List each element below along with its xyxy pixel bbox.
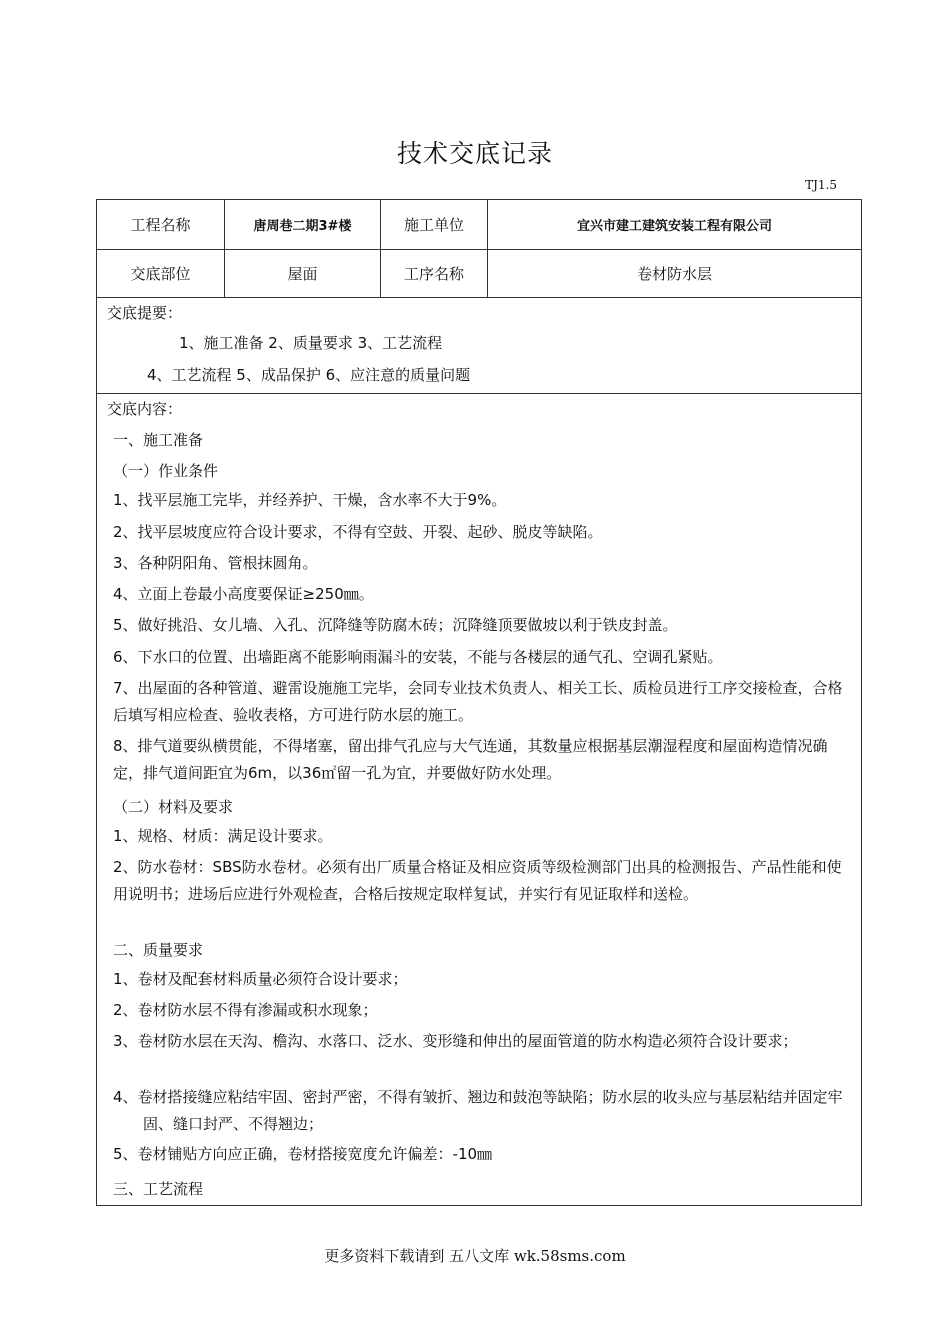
- list-item: 4、卷材搭接缝应粘结牢固、密封严密，不得有皱折、翘边和鼓泡等缺陷；防水层的收头应与基层粘结并固定牢固、缝口封严、不得翘边；: [113, 1088, 843, 1133]
- list-item: 5、做好挑沿、女儿墙、入孔、沉降缝等防腐木砖；沉降缝顶要做坡以利于铁皮封盖。: [113, 616, 678, 634]
- list-item: 1、找平层施工完毕，并经养护、干燥，含水率不大于9%。: [113, 491, 507, 509]
- list-item: 2、找平层坡度应符合设计要求，不得有空鼓、开裂、起砂、脱皮等缺陷。: [113, 523, 603, 541]
- list-item: 2、卷材防水层不得有渗漏或积水现象；: [113, 1001, 378, 1019]
- subsection-heading: （二）材料及要求: [113, 798, 234, 816]
- summary-line-2: 4、工艺流程 5、成品保护 6、应注意的质量问题: [147, 366, 471, 384]
- content-section: [97, 394, 861, 1205]
- summary-label: 交底提要：: [107, 304, 183, 322]
- list-item: 8、排气道要纵横贯能，不得堵塞，留出排气孔应与大气连通，其数量应根据基层潮湿程度和屋面构造情况确定，排气道间距宜为6m，以36㎡留一孔为宜，并要做好防水处理。: [113, 737, 828, 782]
- list-item: 6、下水口的位置、出墙距离不能影响雨漏斗的安装，不能与各楼层的通气孔、空调孔紧贴。: [113, 648, 723, 666]
- summary-section: [97, 298, 861, 394]
- header-row-2: [97, 250, 861, 298]
- contractor-label: 施工单位: [381, 200, 488, 249]
- contractor-value: 宜兴市建工建筑安装工程有限公司: [576, 219, 772, 234]
- section-heading: 二、质量要求: [113, 941, 204, 959]
- list-item: 3、卷材防水层在天沟、檐沟、水落口、泛水、变形缝和伸出的屋面管道的防水构造必须符合设计要求；: [113, 1032, 798, 1050]
- content-label: 交底内容：: [107, 400, 183, 418]
- list-item: 2、防水卷材：SBS防水卷材。必须有出厂质量合格证及相应资质等级检测部门出具的检测报告、产品性能和使用说明书；进场后应进行外观检查，合格后按规定取样复试，并实行有见证取样和送检。: [113, 858, 842, 903]
- record-table: [96, 199, 862, 1206]
- section-heading: 三、工艺流程: [113, 1180, 204, 1198]
- subsection-heading: （一）作业条件: [113, 462, 219, 480]
- project-value: 唐周巷二期3#楼: [225, 200, 381, 249]
- project-label: 工程名称: [97, 200, 225, 249]
- list-item: 3、各种阴阳角、管根抹圆角。: [113, 554, 318, 572]
- part-label: 交底部位: [97, 250, 225, 297]
- list-item: 4、立面上卷最小高度要保证≥250㎜。: [113, 585, 374, 603]
- list-item: 5、卷材铺贴方向应正确，卷材搭接宽度允许偏差：-10㎜: [113, 1145, 493, 1163]
- process-value: 卷材防水层: [636, 265, 712, 283]
- list-item: 7、出屋面的各种管道、避雷设施施工完毕，会同专业技术负责人、相关工长、质检员进行工序交接检查，合格后填写相应检查、验收表格，方可进行防水层的施工。: [113, 679, 843, 724]
- summary-line-1: 1、施工准备 2、质量要求 3、工艺流程: [179, 334, 443, 352]
- list-item: 1、规格、材质：满足设计要求。: [113, 827, 333, 845]
- header-row-1: [97, 200, 861, 250]
- list-item: 1、卷材及配套材料质量必须符合设计要求；: [113, 970, 408, 988]
- document-code: TJ1.5: [805, 178, 837, 192]
- document-title: 技术交底记录: [396, 139, 553, 168]
- section-heading: 一、施工准备: [113, 431, 204, 449]
- process-label: 工序名称: [381, 250, 488, 297]
- footer-link[interactable]: 更多资料下载请到 五八文库 wk.58sms.com: [324, 1247, 626, 1265]
- part-value: 屋面: [225, 250, 381, 297]
